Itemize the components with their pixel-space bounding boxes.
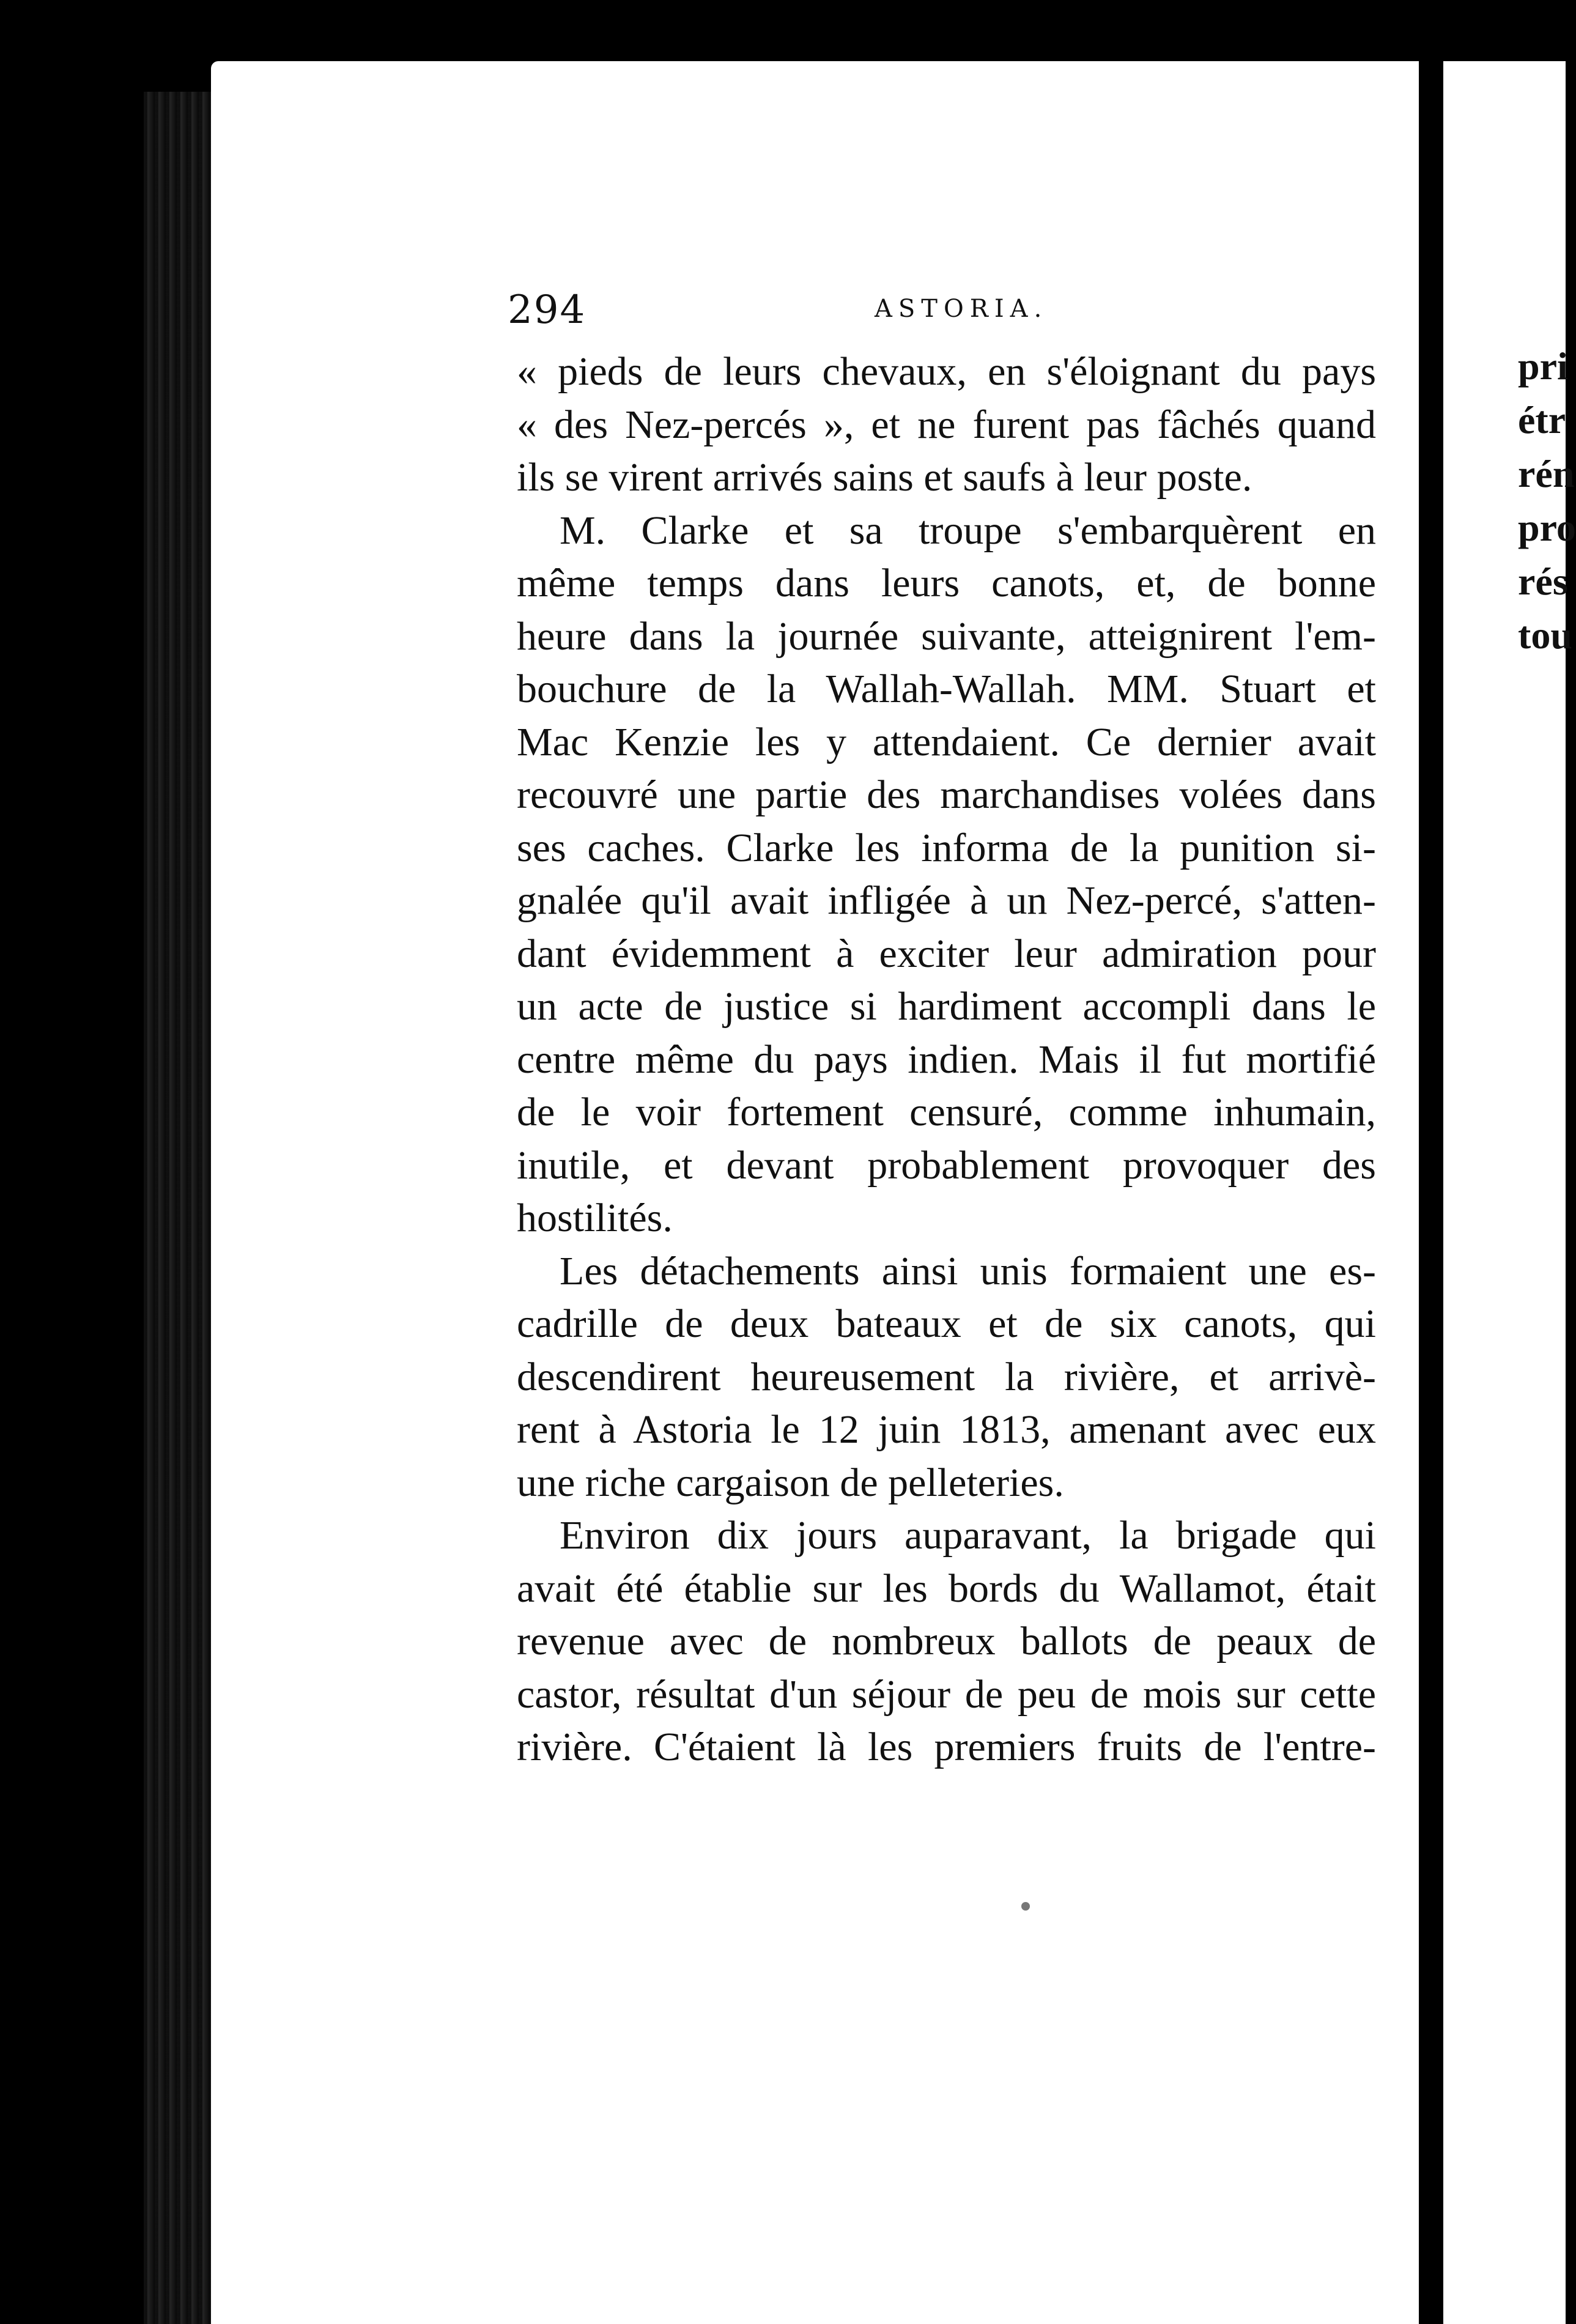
page-body-text (517, 346, 1376, 1774)
text-line: descendirent heureusement la rivière, et arrivè- (517, 1354, 1376, 1399)
text-line: même temps dans leurs canots, et, de bonne (517, 561, 1376, 605)
ink-speck (1021, 1902, 1030, 1911)
text-line: centre même du pays indien. Mais il fut mortifié (517, 1037, 1376, 1082)
text-line: rent à Astoria le 12 juin 1813, amenant avec eux (517, 1407, 1376, 1452)
text-line: ses caches. Clarke les informa de la punition si- (517, 825, 1376, 870)
page-number: 294 (508, 287, 586, 333)
text-line: un acte de justice si hardiment accompli dans le (517, 984, 1376, 1029)
text-line: revenue avec de nombreux ballots de peaux de (517, 1619, 1376, 1663)
book-spine (144, 92, 211, 2324)
running-head: ASTORIA. (875, 295, 1048, 323)
text-line: une riche cargaison de pelleteries. (517, 1460, 1064, 1505)
next-page-fragment: pro (1518, 506, 1576, 549)
next-page-fragment: pri (1518, 344, 1568, 388)
text-line: Les détachements ainsi unis formaient une es- (560, 1248, 1376, 1293)
text-line: M. Clarke et sa troupe s'embarquèrent en (560, 508, 1376, 553)
text-line: rivière. C'étaient là les premiers fruits de l'entre- (517, 1725, 1376, 1769)
text-line: castor, résultat d'un séjour de peu de mois sur cette (517, 1671, 1376, 1717)
text-line: dant évidemment à exciter leur admiration pour (517, 931, 1376, 976)
text-line: de le voir fortement censuré, comme inhumain, (517, 1090, 1376, 1134)
next-page-text-fragments (1518, 339, 1576, 662)
text-line: cadrille de deux bateaux et de six canots, qui (517, 1301, 1376, 1346)
page-gutter (1419, 55, 1443, 2324)
next-page-fragment: rés (1518, 560, 1568, 603)
next-page-fragment: étr (1518, 398, 1566, 442)
text-line: Mac Kenzie les y attendaient. Ce dernier avait (517, 719, 1376, 764)
text-line: gnalée qu'il avait infligée à un Nez-percé, s'atten- (517, 878, 1376, 923)
text-line: « pieds de leurs chevaux, en s'éloignant du pays (517, 349, 1376, 394)
text-line: heure dans la journée suivante, atteignirent l'em- (517, 613, 1376, 659)
text-line: ils se virent arrivés sains et saufs à leur poste. (517, 455, 1252, 500)
text-line: Environ dix jours auparavant, la brigade qui (560, 1513, 1376, 1558)
next-page-fragment: rén (1518, 452, 1575, 495)
text-line: hostilités. (517, 1196, 673, 1240)
text-line: recouvré une partie des marchandises volées dans (517, 772, 1376, 817)
next-page-fragment: tou (1518, 613, 1572, 657)
page-header (508, 287, 1364, 336)
text-line: « des Nez-percés », et ne furent pas fâchés quand (517, 402, 1376, 447)
text-line: inutile, et devant probablement provoquer des (517, 1142, 1376, 1188)
text-line: avait été établie sur les bords du Wallamot, était (517, 1566, 1376, 1611)
text-line: bouchure de la Wallah-Wallah. MM. Stuart et (517, 667, 1376, 711)
